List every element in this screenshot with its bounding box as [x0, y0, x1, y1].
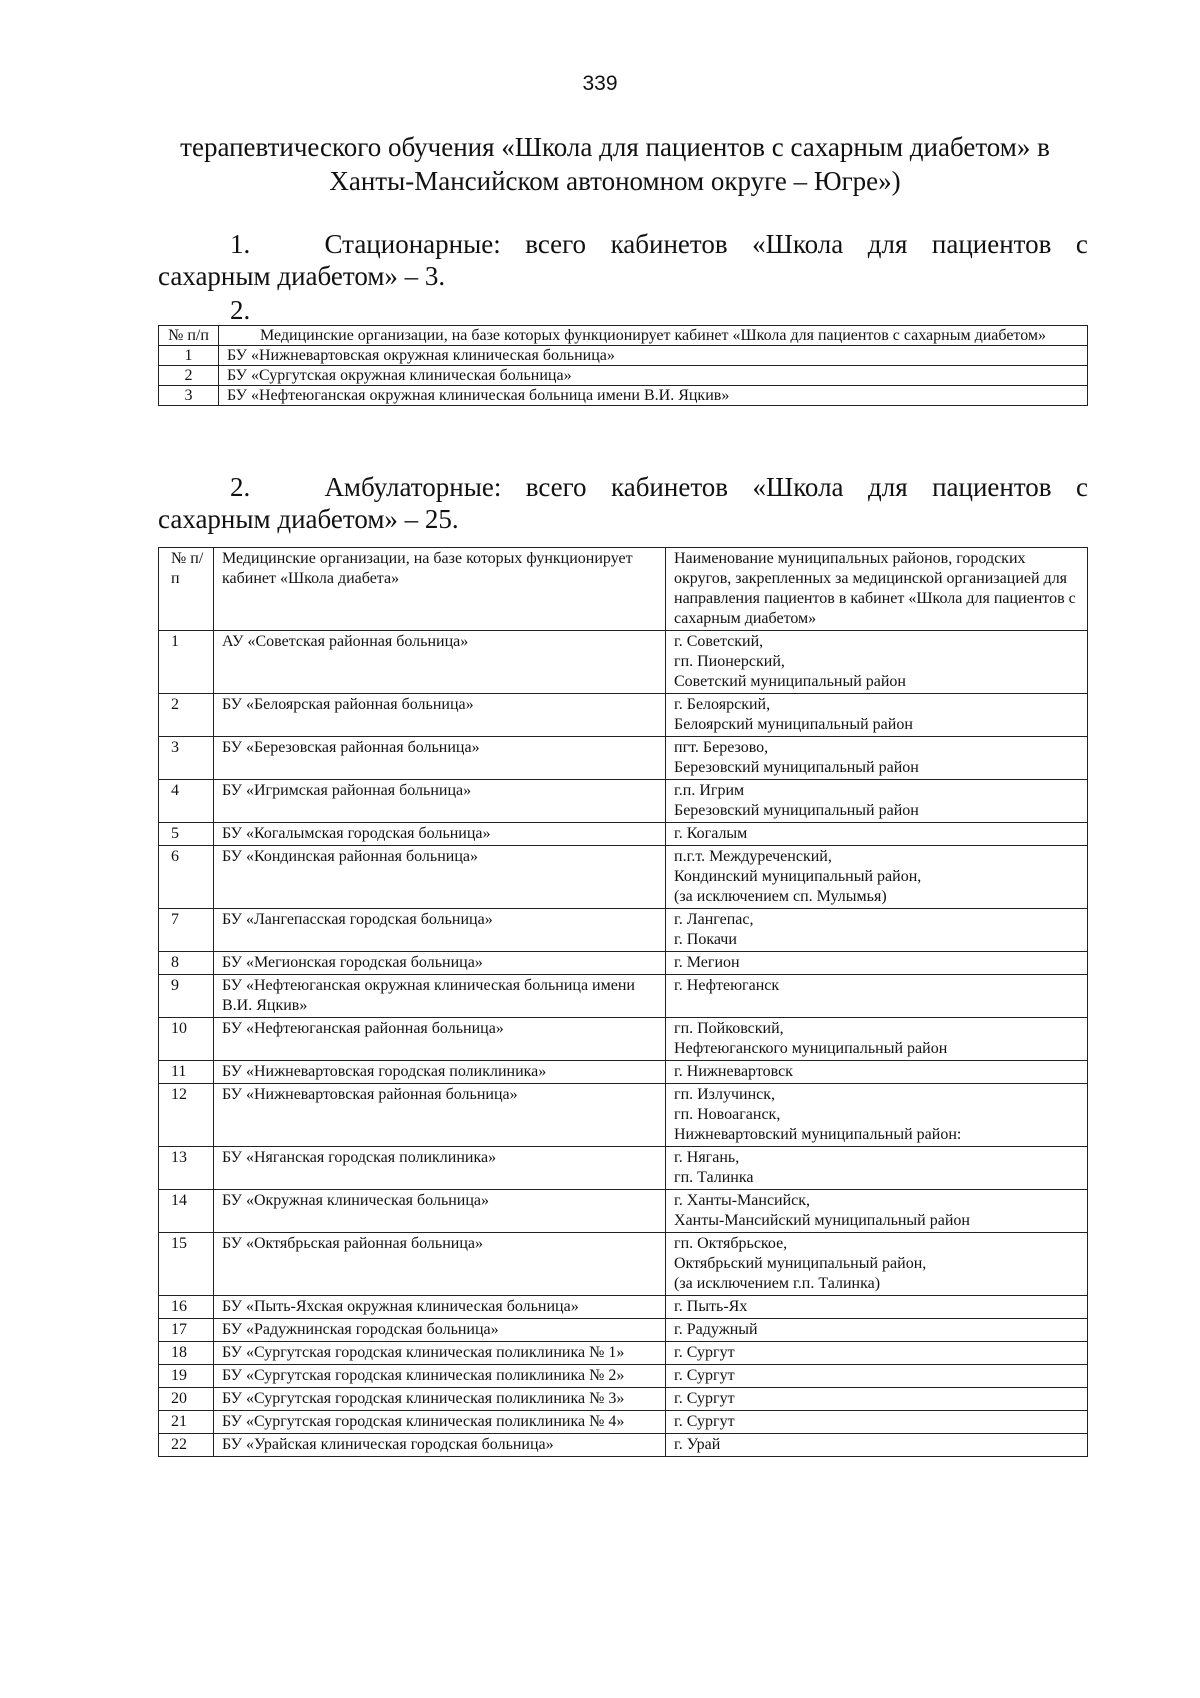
sub-number: 2.	[230, 295, 251, 325]
section-1-word: «Школа	[752, 229, 844, 259]
district-line: п.г.т. Междуреченский,	[674, 848, 832, 865]
districts-cell	[666, 846, 1088, 909]
section-2-word: пациентов	[932, 472, 1052, 502]
district-line: (за исключением сп. Мулымья)	[674, 888, 887, 905]
section-2-line-1	[158, 471, 1088, 503]
district-line: (за исключением г.п. Талинка)	[674, 1275, 881, 1292]
district-line: г. Нефтеюганск	[674, 977, 780, 994]
row-number: 6	[159, 846, 214, 909]
organization-name: БУ «Няганская городская поликлиника»	[214, 1147, 666, 1190]
districts-cell	[666, 1411, 1088, 1434]
organization-name: БУ «Березовская районная больница»	[214, 737, 666, 780]
organization-name: БУ «Нефтеюганская районная больница»	[214, 1018, 666, 1061]
districts-cell	[666, 1084, 1088, 1147]
district-line: г. Сургут	[674, 1413, 735, 1430]
table-row	[159, 780, 1088, 823]
row-number: 11	[159, 1061, 214, 1084]
table-row	[159, 1365, 1088, 1388]
row-number: 1	[159, 631, 214, 694]
table-row	[159, 823, 1088, 846]
district-line: г. Мегион	[674, 954, 740, 971]
row-number: 2	[159, 694, 214, 737]
district-line: Березовский муниципальный район	[674, 802, 919, 819]
districts-cell	[666, 1190, 1088, 1233]
district-line: Белоярский муниципальный район	[674, 716, 913, 733]
section-1-line-1	[158, 228, 1088, 260]
district-line: г. Нягань,	[674, 1149, 740, 1166]
districts-cell	[666, 1147, 1088, 1190]
organization-name: БУ «Радужнинская городская больница»	[214, 1319, 666, 1342]
row-number: 3	[159, 386, 219, 406]
table-row	[159, 1342, 1088, 1365]
section-1-word: всего	[525, 229, 587, 259]
district-line: г. Белоярский,	[674, 696, 771, 713]
row-number: 12	[159, 1084, 214, 1147]
row-number: 21	[159, 1411, 214, 1434]
districts-cell	[666, 952, 1088, 975]
table-row	[159, 631, 1088, 694]
table-row	[159, 1147, 1088, 1190]
district-line: гп. Октябрьское,	[674, 1235, 788, 1252]
inpatient-table	[158, 325, 1088, 406]
district-line: гп. Излучинск,	[674, 1086, 776, 1103]
row-number: 13	[159, 1147, 214, 1190]
row-number: 7	[159, 909, 214, 952]
organization-name: БУ «Нефтеюганская окружная клиническая больница имени В.И. Яцкив»	[214, 975, 666, 1018]
row-number: 18	[159, 1342, 214, 1365]
organization-name: АУ «Советская районная больница»	[214, 631, 666, 694]
districts-cell	[666, 1388, 1088, 1411]
districts-cell	[666, 1018, 1088, 1061]
district-line: г. Когалым	[674, 825, 748, 842]
organization-name: БУ «Окружная клиническая больница»	[214, 1190, 666, 1233]
districts-cell	[666, 1233, 1088, 1296]
page-number: 339	[582, 72, 618, 95]
district-line: Советский муниципальный район	[674, 673, 906, 690]
row-number: 16	[159, 1296, 214, 1319]
table-row	[159, 1233, 1088, 1296]
district-line: г. Сургут	[674, 1390, 735, 1407]
row-number: 17	[159, 1319, 214, 1342]
row-number: 10	[159, 1018, 214, 1061]
district-line: гп. Новоаганск,	[674, 1106, 781, 1123]
table-row	[159, 366, 1088, 386]
organization-name: БУ «Белоярская районная больница»	[214, 694, 666, 737]
table-header-row	[159, 326, 1088, 346]
row-number: 19	[159, 1365, 214, 1388]
organization-name: БУ «Сургутская городская клиническая поликлиника № 3»	[214, 1388, 666, 1411]
col-organization-header: Медицинские организации, на базе которых функционирует кабинет «Школа диабета»	[214, 548, 666, 631]
section-2-word: кабинетов	[611, 472, 729, 502]
table-row	[159, 1018, 1088, 1061]
section-2-word: Амбулаторные:	[324, 472, 502, 502]
district-line: г. Радужный	[674, 1321, 758, 1338]
district-line: г. Лангепас,	[674, 911, 754, 928]
district-line: Кондинский муниципальный район,	[674, 868, 922, 885]
organization-name: БУ «Сургутская городская клиническая поликлиника № 2»	[214, 1365, 666, 1388]
table-row	[159, 975, 1088, 1018]
table-row	[159, 346, 1088, 366]
section-1-line-2: сахарным диабетом» – 3.	[158, 261, 446, 291]
district-line: Нефтеюганского муниципальный район	[674, 1040, 948, 1057]
table-row	[159, 952, 1088, 975]
section-2-number: 2.	[230, 472, 251, 502]
district-line: г. Нижневартовск	[674, 1063, 793, 1080]
table-row	[159, 1296, 1088, 1319]
table-row	[159, 1061, 1088, 1084]
section-1-word: кабинетов	[610, 229, 728, 259]
district-line: Березовский муниципальный район	[674, 759, 919, 776]
district-line: гп. Пионерский,	[674, 653, 785, 670]
table-row	[159, 694, 1088, 737]
row-number: 22	[159, 1434, 214, 1457]
table-row	[159, 909, 1088, 952]
districts-cell	[666, 909, 1088, 952]
districts-cell	[666, 975, 1088, 1018]
organization-name: БУ «Сургутская городская клиническая поликлиника № 1»	[214, 1342, 666, 1365]
organization-name: БУ «Нижневартовская районная больница»	[214, 1084, 666, 1147]
table-row	[159, 1319, 1088, 1342]
col-number-header: № п/п	[159, 326, 219, 346]
organization-name: БУ «Сургутская окружная клиническая больница»	[219, 366, 1088, 386]
districts-cell	[666, 780, 1088, 823]
districts-cell	[666, 737, 1088, 780]
district-line: г. Пыть-Ях	[674, 1298, 748, 1315]
district-line: Нижневартовский муниципальный район:	[674, 1126, 962, 1143]
row-number: 3	[159, 737, 214, 780]
organization-name: БУ «Нижневартовская окружная клиническая больница»	[219, 346, 1088, 366]
table-row	[159, 846, 1088, 909]
col-number-header: № п/п	[159, 548, 214, 631]
section-1-number: 1.	[230, 229, 251, 259]
districts-cell	[666, 1296, 1088, 1319]
section-1-word: Стационарные:	[324, 229, 501, 259]
row-number: 4	[159, 780, 214, 823]
section-2-paragraph	[158, 471, 1088, 535]
table-row	[159, 1411, 1088, 1434]
organization-name: БУ «Когалымская городская больница»	[214, 823, 666, 846]
table-header-row	[159, 548, 1088, 631]
organization-name: БУ «Игримская районная больница»	[214, 780, 666, 823]
row-number: 5	[159, 823, 214, 846]
district-line: Ханты-Мансийский муниципальный район	[674, 1212, 970, 1229]
districts-cell	[666, 1342, 1088, 1365]
district-line: гп. Талинка	[674, 1169, 754, 1186]
district-line: г. Сургут	[674, 1344, 735, 1361]
section-1-word: для	[867, 229, 908, 259]
district-line: г. Советский,	[674, 633, 764, 650]
section-heading: терапевтического обучения «Школа для пациентов с сахарным диабетом» в Ханты-Мансийском автономном округе – Югре»)	[180, 132, 1050, 196]
district-line: г. Покачи	[674, 931, 737, 948]
districts-cell	[666, 1061, 1088, 1084]
organization-name: БУ «Пыть-Яхская окружная клиническая больница»	[214, 1296, 666, 1319]
row-number: 2	[159, 366, 219, 386]
district-line: гп. Пойковский,	[674, 1020, 784, 1037]
district-line: г. Сургут	[674, 1367, 735, 1384]
organization-name: БУ «Кондинская районная больница»	[214, 846, 666, 909]
district-line: г. Ханты-Мансийск,	[674, 1192, 811, 1209]
row-number: 1	[159, 346, 219, 366]
table-row	[159, 1084, 1088, 1147]
districts-cell	[666, 694, 1088, 737]
organization-name: БУ «Октябрьская районная больница»	[214, 1233, 666, 1296]
districts-cell	[666, 631, 1088, 694]
organization-name: БУ «Урайская клиническая городская больница»	[214, 1434, 666, 1457]
outpatient-table	[158, 547, 1088, 1457]
table-row	[159, 1434, 1088, 1457]
section-2-word: для	[867, 472, 908, 502]
districts-cell	[666, 1434, 1088, 1457]
districts-cell	[666, 1319, 1088, 1342]
table-row	[159, 1388, 1088, 1411]
section-2-word: всего	[525, 472, 587, 502]
section-1-paragraph	[158, 228, 1088, 292]
organization-name: БУ «Сургутская городская клиническая поликлиника № 4»	[214, 1411, 666, 1434]
section-2-word: с	[1075, 472, 1088, 502]
table-row	[159, 386, 1088, 406]
district-line: г. Урай	[674, 1436, 721, 1453]
organization-name: БУ «Лангепасская городская больница»	[214, 909, 666, 952]
section-2-word: «Школа	[752, 472, 844, 502]
section-1-word: пациентов	[931, 229, 1052, 259]
organization-name: БУ «Нижневартовская городская поликлиника»	[214, 1061, 666, 1084]
row-number: 15	[159, 1233, 214, 1296]
row-number: 8	[159, 952, 214, 975]
col-districts-header: Наименование муниципальных районов, городских округов, закрепленных за медицинской организацией для направления пациентов в кабинет «Школа для пациентов с сахарным диабетом»	[666, 548, 1088, 631]
table-row	[159, 737, 1088, 780]
row-number: 14	[159, 1190, 214, 1233]
district-line: г.п. Игрим	[674, 782, 745, 799]
organization-name: БУ «Нефтеюганская окружная клиническая больница имени В.И. Яцкив»	[219, 386, 1088, 406]
row-number: 9	[159, 975, 214, 1018]
section-1-word: с	[1075, 229, 1088, 259]
district-line: пгт. Березово,	[674, 739, 769, 756]
organization-name: БУ «Мегионская городская больница»	[214, 952, 666, 975]
section-2-line-2: сахарным диабетом» – 25.	[158, 504, 459, 534]
col-organization-header: Медицинские организации, на базе которых функционирует кабинет «Школа для пациентов с сахарным диабетом»	[219, 326, 1088, 346]
district-line: Октябрьский муниципальный район,	[674, 1255, 927, 1272]
districts-cell	[666, 823, 1088, 846]
districts-cell	[666, 1365, 1088, 1388]
row-number: 20	[159, 1388, 214, 1411]
table-row	[159, 1190, 1088, 1233]
